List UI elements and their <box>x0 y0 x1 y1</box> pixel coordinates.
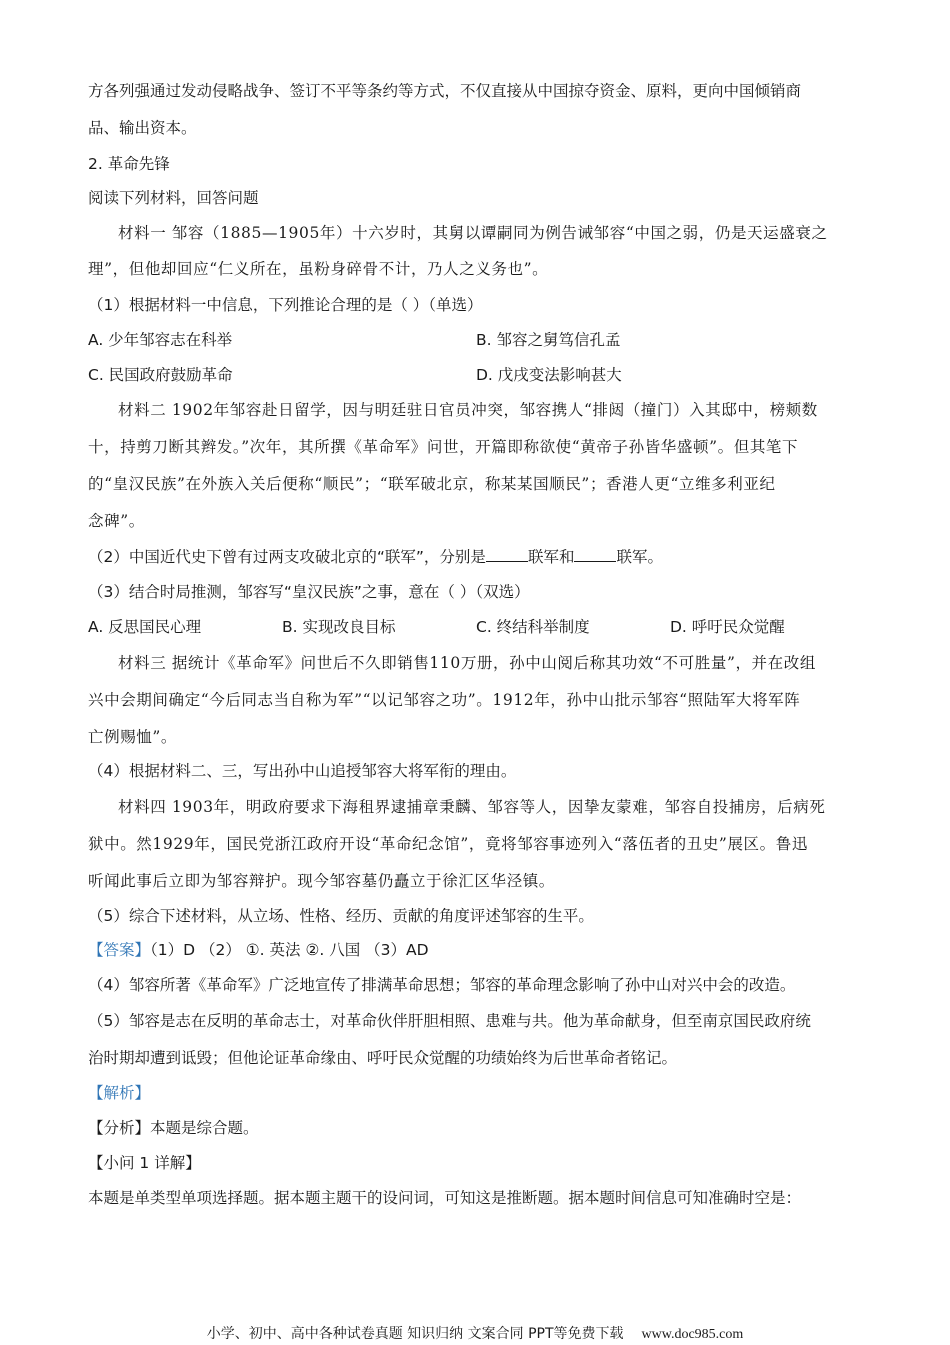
instruction-text: 阅读下列材料，回答问题 <box>88 189 259 207</box>
material-two-line: 念碑”。 <box>88 512 145 530</box>
material-four-line: 听闻此事后立即为邹容辩护。现今邹容墓仍矗立于徐汇区华泾镇。 <box>88 872 555 890</box>
material-three-line: 材料三 据统计《革命军》问世后不久即销售110万册，孙中山阅后称其功效“不可胜量”，并在改组 <box>118 654 816 672</box>
material-one-line: 材料一 邹容（1885—1905年）十六岁时，其舅以谭嗣同为例告诫邹容“中国之弱，仍是天运盛衰之 <box>118 224 828 242</box>
section-heading: 2. 革命先锋 <box>88 155 170 173</box>
paragraph-line: 品、输出资本。 <box>88 119 197 137</box>
answer-blank <box>574 547 616 562</box>
footer-text: 小学、初中、高中各种试卷真题 知识归纳 文案合同 PPT等免费下载 <box>206 1326 624 1342</box>
question-3: （3）结合时局推测，邹容写“皇汉民族”之事，意在（ ）（双选） <box>88 583 530 601</box>
question-2-text: 联军。 <box>616 548 663 566</box>
question-1: （1）根据材料一中信息，下列推论合理的是（ ）（单选） <box>88 296 483 314</box>
material-four-line: 材料四 1903年，明政府要求下海租界逮捕章秉麟、邹容等人，因挚友蒙难，邹容自投捕房，后病死 <box>118 798 826 816</box>
page-footer <box>0 1324 950 1345</box>
answer-label: 【答案】 <box>88 941 151 959</box>
answer-5-line: 治时期却遭到诋毁；但他论证革命缘由、呼吁民众觉醒的功绩始终为后世革命者铭记。 <box>88 1049 678 1067</box>
q1-option-b: B. 邹容之舅笃信孔孟 <box>476 331 621 349</box>
analysis-summary: 【分析】本题是综合题。 <box>88 1119 259 1137</box>
question-4: （4）根据材料二、三，写出孙中山追授邹容大将军衔的理由。 <box>88 762 517 780</box>
material-two-line: 的“皇汉民族”在外族入关后便称“顺民”；“联军破北京，称某某国顺民”；香港人更“立维多利亚纪 <box>88 475 776 493</box>
material-one-line: 理”，但他却回应“仁义所在，虽粉身碎骨不计，乃人之义务也”。 <box>88 260 549 278</box>
answer-5-line: （5）邹容是志在反明的革命志士，对革命伙伴肝胆相照、患难与共。他为革命献身，但至南京国民政府统 <box>88 1012 811 1030</box>
material-two-line: 材料二 1902年邹容赴日留学，因与明廷驻日官员冲突，邹容携人“排闼（撞门）入其邸中，榜颊数 <box>118 401 818 419</box>
answer-text: （1）D （2） ①. 英法 ②. 八国 （3）AD <box>150 941 429 959</box>
q3-option-b: B. 实现改良目标 <box>282 618 396 636</box>
answer-line <box>88 939 868 961</box>
paragraph-line: 方各列强通过发动侵略战争、签订不平等条约等方式，不仅直接从中国掠夺资金、原料，更向中国倾销商 <box>88 82 802 100</box>
material-three-line: 兴中会期间确定“今后同志当自称为军”“以记邹容之功”。1912年，孙中山批示邹容“照陆军大将军阵 <box>88 691 801 709</box>
q3-option-a: A. 反思国民心理 <box>88 618 202 636</box>
answer-blank <box>486 547 528 562</box>
footer-site-link[interactable]: www.doc985.com <box>641 1327 744 1342</box>
material-two-line: 十，持剪刀断其辫发。”次年，其所撰《革命军》问世，开篇即称欲使“黄帝子孙皆华盛顿”。但其笔下 <box>88 438 799 456</box>
q1-option-c: C. 民国政府鼓励革命 <box>88 366 233 384</box>
q3-option-c: C. 终结科举制度 <box>476 618 590 636</box>
subquestion-heading: 【小问 1 详解】 <box>88 1154 201 1172</box>
q3-option-d: D. 呼吁民众觉醒 <box>670 618 785 636</box>
q1-option-a: A. 少年邹容志在科举 <box>88 331 233 349</box>
question-2-text: （2）中国近代史下曾有过两支攻破北京的“联军”，分别是 <box>88 548 486 566</box>
answer-4: （4）邹容所著《革命军》广泛地宣传了排满革命思想；邹容的革命理念影响了孙中山对兴中会的改造。 <box>88 976 796 994</box>
question-2 <box>88 546 868 568</box>
question-2-text: 联军和 <box>527 548 575 566</box>
q1-option-d: D. 戊戌变法影响甚大 <box>476 366 622 384</box>
question-5: （5）综合下述材料，从立场、性格、经历、贡献的角度评述邹容的生平。 <box>88 907 594 925</box>
explanation-text: 本题是单类型单项选择题。据本题主题干的设问词，可知这是推断题。据本题时间信息可知准确时空是： <box>88 1189 802 1207</box>
analysis-label: 【解析】 <box>88 1084 151 1102</box>
material-four-line: 狱中。然1929年，国民党浙江政府开设“革命纪念馆”，竟将邹容事迹列入“落伍者的丑史”展区。鲁迅 <box>88 835 808 853</box>
material-three-line: 亡例赐恤”。 <box>88 728 178 746</box>
